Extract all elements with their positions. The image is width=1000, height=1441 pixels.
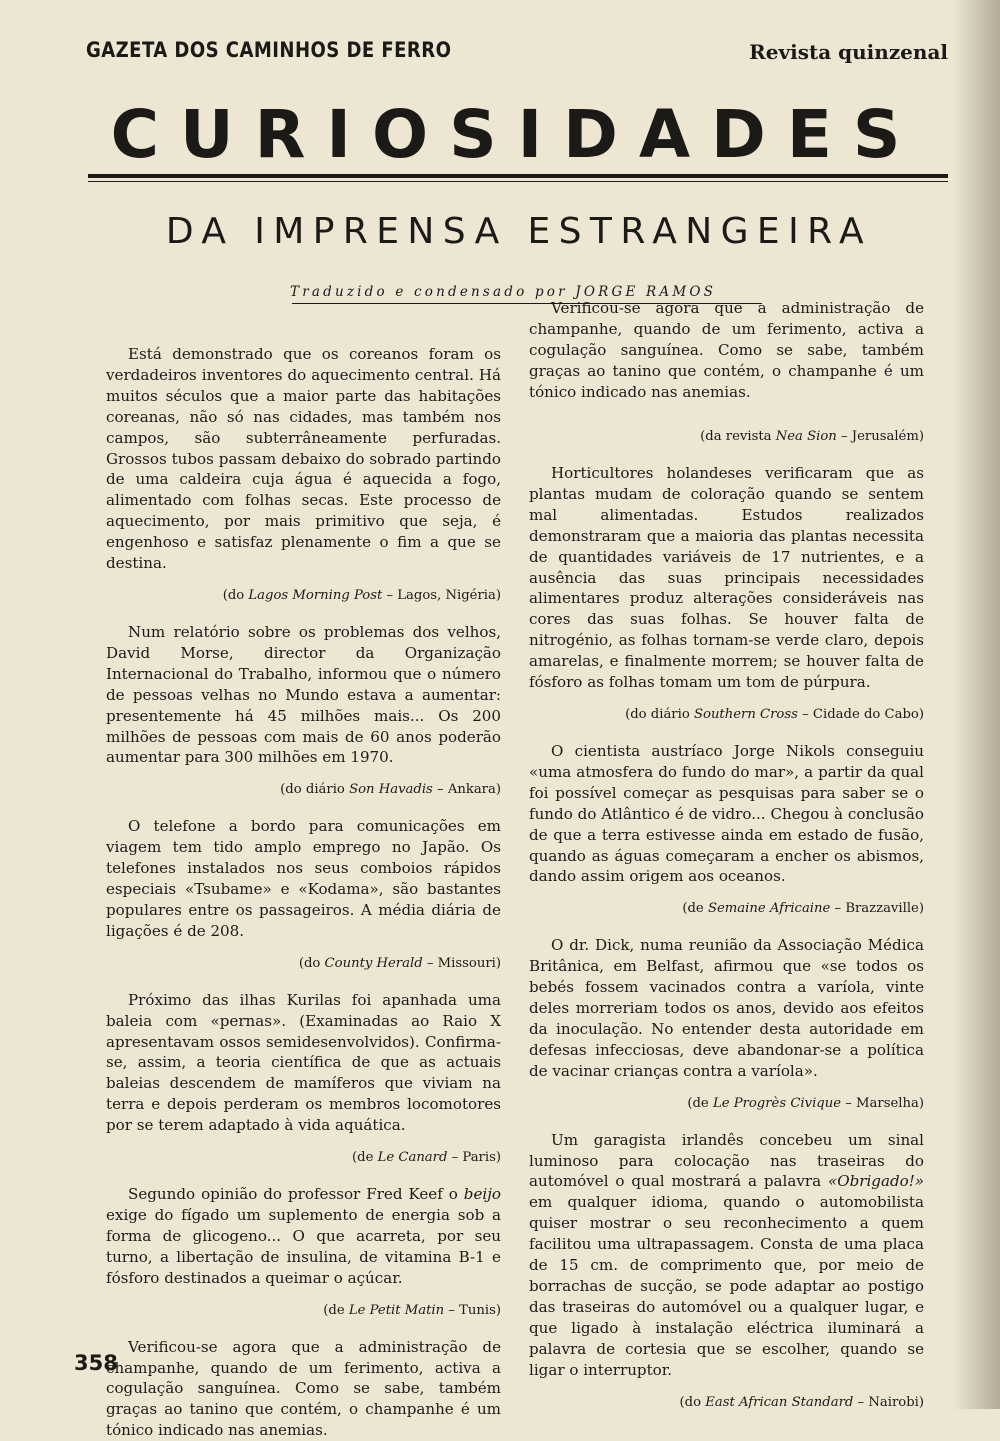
source-name: Southern Cross <box>693 706 798 722</box>
article-source: (de Semaine Africaine – Brazzaville) <box>682 901 924 917</box>
article-paragraph-continued: Verificou-se agora que a administração de champanhe, quando de um ferimento, activa a cogulação sanguínea. Como se sabe, também graças ao tanino que contém, o champanhe é um tónico indicado nas anemias. <box>106 1337 501 1440</box>
article-source: (da revista Nea Sion – Jerusalém) <box>700 429 924 444</box>
article-paragraph: O cientista austríaco Jorge Nikols conseguiu «uma atmosfera do fundo do mar», a partir da qual foi possível começar as pesquisas para saber se o fundo do Atlântico é de vidro... Chegou à conclusão de que a terra estivesse ainda em estado de fusão, quando as águas começaram a encher os abismos, dando assim origem aos oceanos. <box>529 741 924 886</box>
article-paragraph: O dr. Dick, numa reunião da Associação Médica Britânica, em Belfast, afirmou que «se todos os bebés fossem vacinados contra a varíola, vinte deles morreriam todos os anos, devido aos efeitos da inoculação. No entender desta autoridade em defesas infecciosas, deve abandonar-se a política de vacinar crianças contra a varíola». <box>529 936 924 1080</box>
source-name: Le Progrès Civique <box>712 1095 842 1111</box>
publication-name: GAZETA DOS CAMINHOS DE FERRO <box>86 38 452 62</box>
source-name: Nea Sion <box>775 429 837 444</box>
section-subtitle: DA IMPRENSA ESTRANGEIRA <box>165 211 873 252</box>
byline: Traduzido e condensado por JORGE RAMOS <box>290 284 717 300</box>
article-source: (do County Herald – Missouri) <box>298 955 501 971</box>
title-rule-thin <box>88 181 948 182</box>
article-paragraph: Horticultores holandeses verificaram que as plantas mudam de coloração quando se sentem mal alimentadas. Estudos realizados demonstraram que a maioria das plantas necessita de quantidades variáveis de 17 nutrientes, e a ausência das suas principais necessidades alimentares produz alterações consideráveis nas cores das suas folhas. Se houver falta de nitrogénio, as folhas tornam-se verde claro, depois amarelas, e finalmente morrem; se houver falta de fósforo as folhas tomam um tom de púrpura. <box>529 464 924 692</box>
article-source: (de Le Progrès Civique – Marselha) <box>687 1095 924 1111</box>
article-paragraph-continuation: Verificou-se agora que a administração de champanhe, quando de um ferimento, activa a cogulação sanguínea. Como se sabe, também graças ao tanino que contém, o champanhe é um tónico indicado nas anemias. <box>529 299 924 401</box>
section-title: CURIOSIDADES <box>110 96 922 173</box>
article-paragraph: Próximo das ilhas Kurilas foi apanhada uma baleia com «pernas». (Examinadas ao Raio X apresentavam ossos semidesenvolvidos). Confirma-se, assim, a teoria científica de que as actuais baleias descendem de mamíferos que viviam na terra e depois perderam os membros locomotores por se terem adaptado à vida aquática. <box>106 990 501 1135</box>
source-name: Son Havadis <box>349 782 433 798</box>
source-name: Semaine Africaine <box>707 901 831 917</box>
article-paragraph: Está demonstrado que os coreanos foram os verdadeiros inventores do aquecimento central. Há muitos séculos que a maior parte das habitações coreanas, não só nas cidades, mas também nos campos, são subterrâneamente perfuradas. Grossos tubos passam debaixo do sobrado partindo de uma caldeira cuja água é aquecida a fogo, alimentado com folhas secas. Este processo de aquecimento, por mais primitivo que seja, é engenhoso e satisfaz plenamente o fim a que se destina. <box>106 345 501 573</box>
publication-periodicity: Revista quinzenal <box>749 40 948 64</box>
article-paragraph: Segundo opinião do professor Fred Keef o beijo exige do fígado um suplemento de energia sob a forma de glicogeno... O que acarreta, por seu turno, a libertação de insulina, de vitamina B-1 e fósforo destinados a queimar o açúcar. <box>106 1185 501 1287</box>
article-source: (de Le Petit Matin – Tunis) <box>323 1302 501 1318</box>
article-source: (do Lagos Morning Post – Lagos, Nigéria) <box>222 587 501 603</box>
article-paragraph: Um garagista irlandês concebeu um sinal luminoso para colocação nas traseiras do automóvel o qual mostrará a palavra «Obrigado!» em qualquer idioma, quando o automobilista quiser mostrar o seu reconhecimento a quem facilitou uma ultrapassagem. Consta de uma placa de 15 cm. de comprimento que, por meio de borrachas de sucção, se pode adaptar ao postigo das traseiras do automóvel ou a qualquer lugar, e que ligado à instalação eléctrica iluminará a palavra de cortesia que se escolher, quando se ligar o interruptor. <box>529 1130 924 1379</box>
article-paragraph: O telefone a bordo para comunicações em viagem tem tido amplo emprego no Japão. Os telefones instalados nos seus comboios rápidos especiais «Tsubame» e «Kodama», são bastantes populares entre os passageiros. A média diária de ligações é de 208. <box>106 817 501 940</box>
left-column <box>106 344 501 1440</box>
source-name: East African Standard <box>705 1394 854 1410</box>
continued-paragraph-window <box>529 299 924 424</box>
article-source: (de Le Canard – Paris) <box>352 1150 501 1166</box>
article-source: (do diário Southern Cross – Cidade do Cabo) <box>625 706 924 722</box>
article-paragraph: Num relatório sobre os problemas dos velhos, David Morse, director da Organização Internacional do Trabalho, informou que o número de pessoas velhas no Mundo estava a aumentar: presentemente há 45 milhões mais... Os 200 milhões de pessoas com mais de 60 anos poderão aumentar para 300 milhões em 1970. <box>106 622 501 767</box>
source-name: County Herald <box>324 955 423 971</box>
source-name: Le Petit Matin <box>348 1302 445 1318</box>
source-name: Lagos Morning Post <box>248 587 383 603</box>
article-source: (do diário Son Havadis – Ankara) <box>280 782 501 798</box>
title-rule-thick <box>88 174 948 178</box>
page-edge-shadow <box>952 0 1000 1409</box>
article-source: (do East African Standard – Nairobi) <box>679 1394 924 1410</box>
right-column <box>529 299 924 1412</box>
source-name: Le Canard <box>377 1150 448 1166</box>
page-number: 358 <box>74 1351 118 1375</box>
